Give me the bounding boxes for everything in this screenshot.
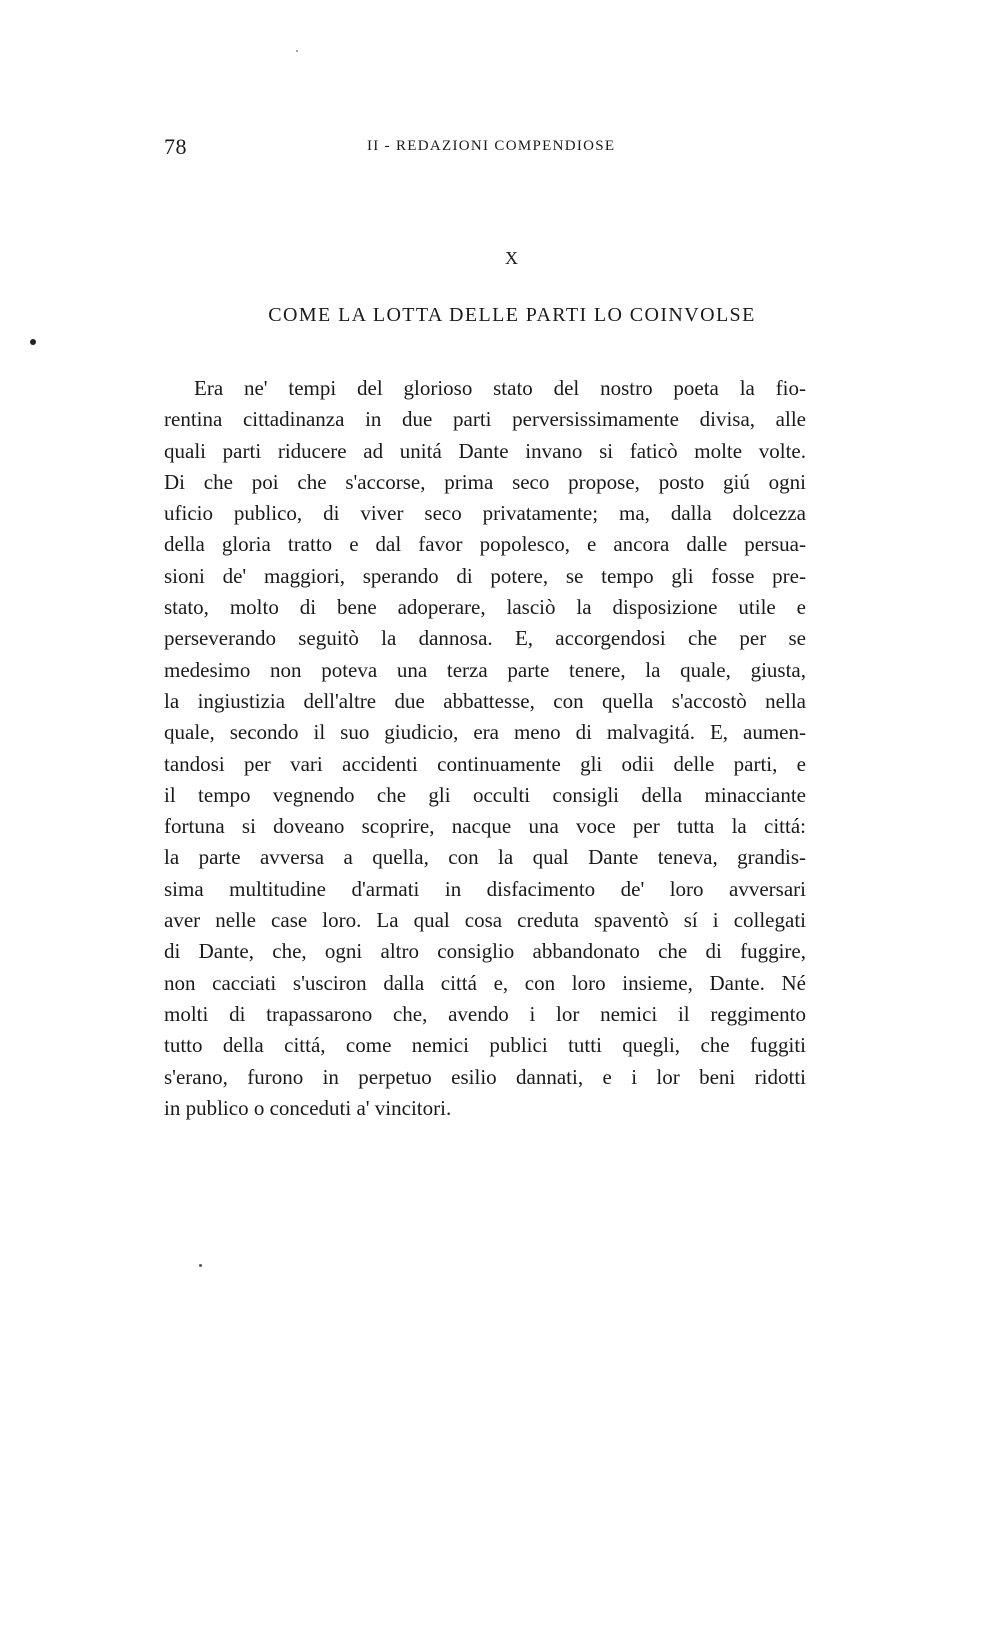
chapter-number: X <box>505 248 519 268</box>
text-line: di Dante, che, ogni altro consiglio abbandonato che di fuggire, <box>164 939 806 964</box>
text-line: perseverando seguitò la dannosa. E, accorgendosi che per se <box>164 626 806 651</box>
text-line: della gloria tratto e dal favor popolesco, e ancora dalle persua- <box>164 532 806 557</box>
paper-speck <box>296 50 298 52</box>
text-line: la parte avversa a quella, con la qual Dante teneva, grandis- <box>164 845 806 870</box>
page-number: 78 <box>164 134 187 159</box>
text-line: sioni de' maggiori, sperando di potere, se tempo gli fosse pre- <box>164 563 806 588</box>
paper-speck <box>199 1264 202 1267</box>
text-line: in publico o conceduti a' vincitori. <box>164 1095 452 1120</box>
text-line: quale, secondo il suo giudicio, era meno di malvagitá. E, aumen- <box>164 720 806 745</box>
running-head <box>164 134 804 164</box>
text-line: sima multitudine d'armati in disfacimento de' loro avversari <box>164 876 806 901</box>
text-line: aver nelle case loro. La qual cosa creduta spaventò sí i collegati <box>164 908 806 933</box>
margin-bullet-mark <box>30 339 36 345</box>
text-line: rentina cittadinanza in due parti perversissimamente divisa, alle <box>164 407 806 432</box>
text-line: uficio publico, di viver seco privatamente; ma, dalla dolcezza <box>164 501 806 526</box>
text-line: Era ne' tempi del glorioso stato del nostro poeta la fio- <box>194 376 806 400</box>
text-line: s'erano, furono in perpetuo esilio dannati, e i lor beni ridotti <box>164 1064 806 1089</box>
text-line: molti di trapassarono che, avendo i lor nemici il reggimento <box>164 1001 806 1026</box>
text-line: Di che poi che s'accorse, prima seco propose, posto giú ogni <box>164 469 806 494</box>
text-line: non cacciati s'usciron dalla cittá e, con loro insieme, Dante. Né <box>164 970 806 995</box>
chapter-title: COME LA LOTTA DELLE PARTI LO COINVOLSE <box>268 304 756 326</box>
text-line: medesimo non poteva una terza parte tenere, la quale, giusta, <box>164 657 806 682</box>
body-paragraph <box>164 373 806 1124</box>
running-title: II - REDAZIONI COMPENDIOSE <box>367 138 616 154</box>
text-line: quali parti riducere ad unitá Dante invano si faticò molte volte. <box>164 438 806 463</box>
text-line: tutto della cittá, come nemici publici tutti quegli, che fuggiti <box>164 1033 806 1058</box>
text-line: stato, molto di bene adoperare, lasciò la disposizione utile e <box>164 595 806 620</box>
text-line: tandosi per vari accidenti continuamente gli odii delle parti, e <box>164 751 806 776</box>
text-line: fortuna si doveano scoprire, nacque una voce per tutta la cittá: <box>164 814 806 839</box>
text-line: la ingiustizia dell'altre due abbattesse, con quella s'accostò nella <box>164 688 806 713</box>
text-line: il tempo vegnendo che gli occulti consigli della minacciante <box>164 782 806 807</box>
